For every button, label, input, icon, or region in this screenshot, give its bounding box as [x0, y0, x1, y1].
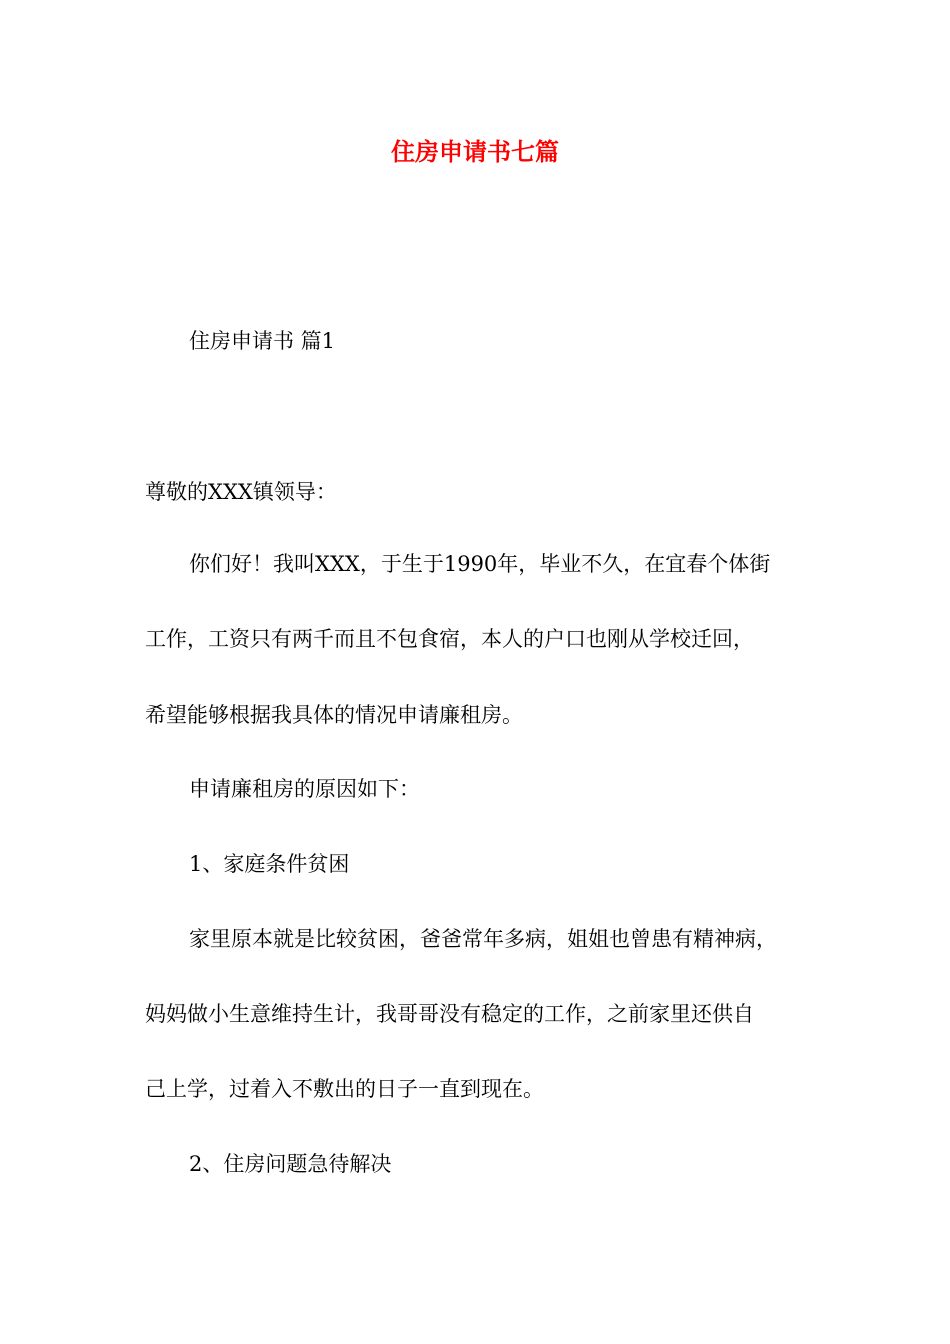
section-heading: 住房申请书 篇1: [189, 329, 336, 353]
paragraph-line: 家里原本就是比较贫困，爸爸常年多病，姐姐也曾患有精神病，: [189, 927, 777, 951]
paragraph-line: 工作，工资只有两千而且不包食宿，本人的户口也刚从学校迁回，: [145, 627, 754, 651]
paragraph-line: 希望能够根据我具体的情况申请廉租房。: [145, 703, 523, 727]
paragraph-line: 你们好！我叫XXX，于生于1990年，毕业不久，在宜春个体街: [189, 552, 771, 576]
paragraph-line: 申请廉租房的原因如下：: [189, 777, 420, 801]
salutation: 尊敬的XXX镇领导：: [145, 480, 337, 504]
document-title: 住房申请书七篇: [391, 138, 559, 166]
list-item-heading: 2、住房问题急待解决: [189, 1152, 392, 1176]
paragraph-line: 己上学，过着入不敷出的日子一直到现在。: [145, 1077, 544, 1101]
list-item-heading: 1、家庭条件贫困: [189, 852, 350, 876]
paragraph-line: 妈妈做小生意维持生计，我哥哥没有稳定的工作，之前家里还供自: [145, 1002, 754, 1026]
